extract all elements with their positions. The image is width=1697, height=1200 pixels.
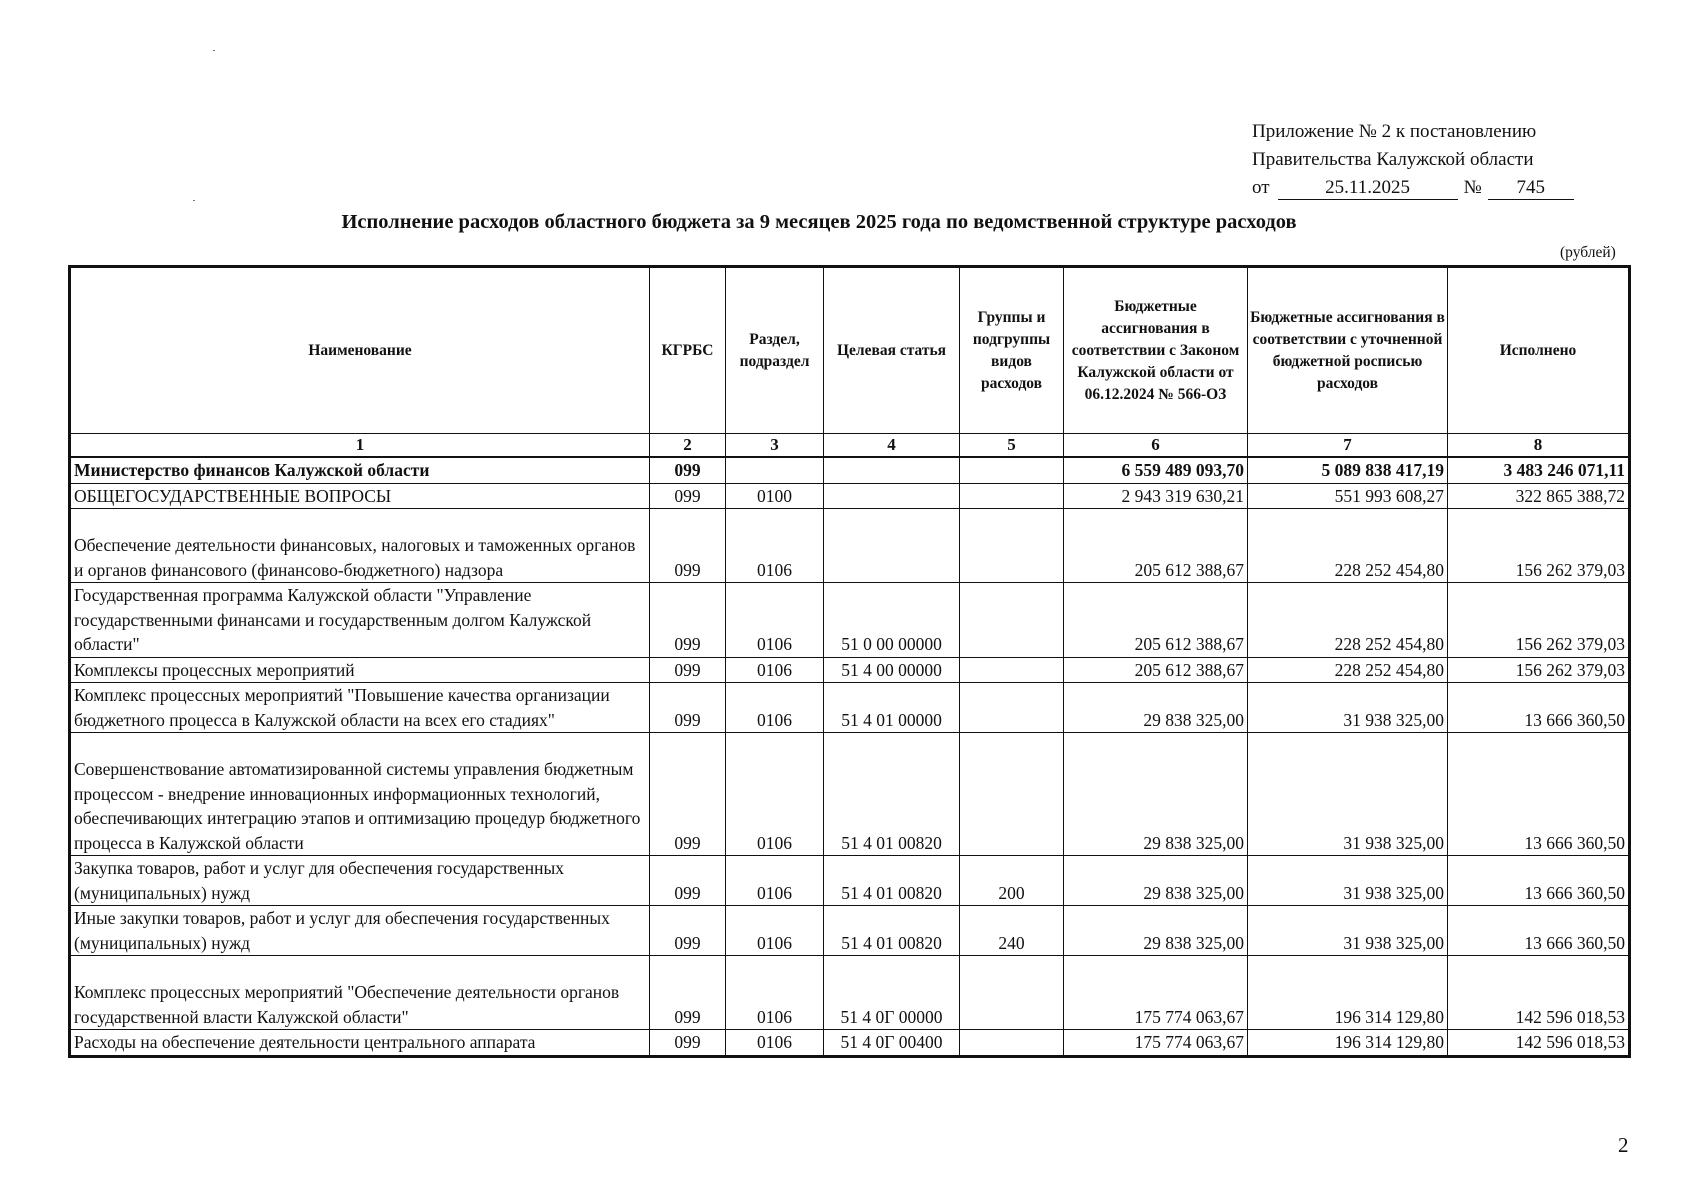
cell-target [824,457,960,483]
table-row [70,583,1630,658]
cell-name: Комплекс процессных мероприятий "Повышение качества организации бюджетного процесса в Калужской области на всех его стадиях" [70,683,650,733]
cell-group [960,1030,1064,1057]
cell-target: 51 0 00 00000 [824,583,960,658]
cell-law: 2 943 319 630,21 [1064,483,1248,509]
table-row [70,906,1630,956]
table-row [70,657,1630,683]
cell-target: 51 4 0Г 00000 [824,956,960,1030]
cell-target: 51 4 01 00820 [824,856,960,906]
cell-section: 0106 [726,509,824,583]
cell-target: 51 4 00 00000 [824,657,960,683]
cell-section: 0100 [726,483,824,509]
cell-name: Государственная программа Калужской области "Управление государственными финансами и государственным долгом Калужской области" [70,583,650,658]
column-number: 3 [726,434,824,458]
cell-name: Закупка товаров, работ и услуг для обеспечения государственных (муниципальных) нужд [70,856,650,906]
table-row [70,856,1630,906]
cell-target: 51 4 01 00820 [824,733,960,856]
cell-kgrbs: 099 [650,483,726,509]
cell-kgrbs: 099 [650,906,726,956]
cell-executed: 156 262 379,03 [1448,509,1630,583]
cell-law: 6 559 489 093,70 [1064,457,1248,483]
cell-section: 0106 [726,856,824,906]
cell-group [960,583,1064,658]
cell-executed: 156 262 379,03 [1448,583,1630,658]
appendix-number-label: № [1463,177,1482,198]
header-groups: Группы и подгруппы видов расходов [960,267,1064,434]
cell-kgrbs: 099 [650,683,726,733]
table-header-row [70,267,1630,434]
budget-table [68,265,1631,1058]
page-number: 2 [1618,1133,1629,1157]
scan-speck [213,50,215,51]
column-number: 1 [70,434,650,458]
cell-name: Комплекс процессных мероприятий "Обеспечение деятельности органов государственной власти Калужской области" [70,956,650,1030]
header-kgrbs: КГРБС [650,267,726,434]
cell-section: 0106 [726,683,824,733]
cell-kgrbs: 099 [650,856,726,906]
cell-executed: 156 262 379,03 [1448,657,1630,683]
table-row [70,733,1630,856]
cell-refined: 31 938 325,00 [1248,683,1448,733]
cell-target [824,483,960,509]
cell-group: 200 [960,856,1064,906]
cell-law: 205 612 388,67 [1064,657,1248,683]
header-law: Бюджетные ассигнования в соответствии с Законом Калужской области от 06.12.2024 № 566-ОЗ [1064,267,1248,434]
cell-group [960,509,1064,583]
table-row [70,683,1630,733]
document-title: Исполнение расходов областного бюджета за 9 месяцев 2025 года по ведомственной структуре расходов [341,211,1297,233]
cell-executed: 322 865 388,72 [1448,483,1630,509]
column-number: 5 [960,434,1064,458]
cell-group: 240 [960,906,1064,956]
scan-speck [193,200,195,201]
cell-refined: 228 252 454,80 [1248,509,1448,583]
cell-target: 51 4 01 00820 [824,906,960,956]
cell-refined: 228 252 454,80 [1248,583,1448,658]
cell-law: 29 838 325,00 [1064,856,1248,906]
cell-refined: 31 938 325,00 [1248,906,1448,956]
cell-name: Министерство финансов Калужской области [70,457,650,483]
cell-group [960,457,1064,483]
cell-executed: 142 596 018,53 [1448,956,1630,1030]
cell-kgrbs: 099 [650,583,726,658]
column-number-row [70,434,1630,458]
cell-name: Расходы на обеспечение деятельности центрального аппарата [70,1030,650,1057]
cell-target [824,509,960,583]
header-executed: Исполнено [1448,267,1630,434]
cell-section: 0106 [726,956,824,1030]
units-label: (рублей) [1560,244,1616,261]
cell-law: 205 612 388,67 [1064,509,1248,583]
table-row [70,509,1630,583]
cell-refined: 196 314 129,80 [1248,956,1448,1030]
cell-section: 0106 [726,733,824,856]
cell-executed: 13 666 360,50 [1448,906,1630,956]
header-refined: Бюджетные ассигнования в соответствии с уточненной бюджетной росписью расходов [1248,267,1448,434]
cell-executed: 13 666 360,50 [1448,733,1630,856]
table-row [70,483,1630,509]
cell-group [960,657,1064,683]
cell-group [960,956,1064,1030]
cell-law: 175 774 063,67 [1064,956,1248,1030]
cell-refined: 31 938 325,00 [1248,733,1448,856]
header-name: Наименование [70,267,650,434]
cell-name: Комплексы процессных мероприятий [70,657,650,683]
appendix-line-3 [1252,174,1572,202]
column-number: 4 [824,434,960,458]
cell-name: Совершенствование автоматизированной системы управления бюджетным процессом - внедрение инновационных информационных технологий, обеспечивающих интеграцию этапов и оптимизацию процедур бюджетного процесса в Калужской области [70,733,650,856]
cell-name: ОБЩЕГОСУДАРСТВЕННЫЕ ВОПРОСЫ [70,483,650,509]
cell-refined: 196 314 129,80 [1248,1030,1448,1057]
cell-kgrbs: 099 [650,733,726,856]
header-target: Целевая статья [824,267,960,434]
cell-name: Иные закупки товаров, работ и услуг для обеспечения государственных (муниципальных) нужд [70,906,650,956]
cell-group [960,733,1064,856]
cell-kgrbs: 099 [650,657,726,683]
cell-law: 29 838 325,00 [1064,906,1248,956]
header-section: Раздел, подраздел [726,267,824,434]
column-number: 6 [1064,434,1248,458]
column-number: 8 [1448,434,1630,458]
cell-section: 0106 [726,906,824,956]
cell-target: 51 4 0Г 00400 [824,1030,960,1057]
cell-law: 29 838 325,00 [1064,683,1248,733]
cell-section: 0106 [726,583,824,658]
cell-target: 51 4 01 00000 [824,683,960,733]
cell-refined: 31 938 325,00 [1248,856,1448,906]
cell-law: 29 838 325,00 [1064,733,1248,856]
cell-kgrbs: 099 [650,457,726,483]
cell-refined: 551 993 608,27 [1248,483,1448,509]
cell-executed: 13 666 360,50 [1448,683,1630,733]
appendix-date: 25.11.2025 [1278,177,1458,200]
cell-refined: 5 089 838 417,19 [1248,457,1448,483]
cell-kgrbs: 099 [650,509,726,583]
cell-name: Обеспечение деятельности финансовых, налоговых и таможенных органов и органов финансового (финансово-бюджетного) надзора [70,509,650,583]
cell-group [960,483,1064,509]
appendix-line-2: Правительства Калужской области [1252,149,1534,170]
cell-section: 0106 [726,1030,824,1057]
cell-executed: 142 596 018,53 [1448,1030,1630,1057]
cell-kgrbs: 099 [650,1030,726,1057]
table-row [70,1030,1630,1057]
table-row [70,457,1630,483]
table-row [70,956,1630,1030]
appendix-from-label: от [1252,177,1270,198]
appendix-number: 745 [1488,177,1574,200]
cell-section: 0106 [726,657,824,683]
cell-law: 205 612 388,67 [1064,583,1248,658]
cell-kgrbs: 099 [650,956,726,1030]
cell-executed: 13 666 360,50 [1448,856,1630,906]
cell-group [960,683,1064,733]
cell-refined: 228 252 454,80 [1248,657,1448,683]
cell-section [726,457,824,483]
column-number: 7 [1248,434,1448,458]
appendix-header [1252,118,1572,202]
appendix-line-1: Приложение № 2 к постановлению [1252,121,1537,142]
cell-executed: 3 483 246 071,11 [1448,457,1630,483]
column-number: 2 [650,434,726,458]
cell-law: 175 774 063,67 [1064,1030,1248,1057]
